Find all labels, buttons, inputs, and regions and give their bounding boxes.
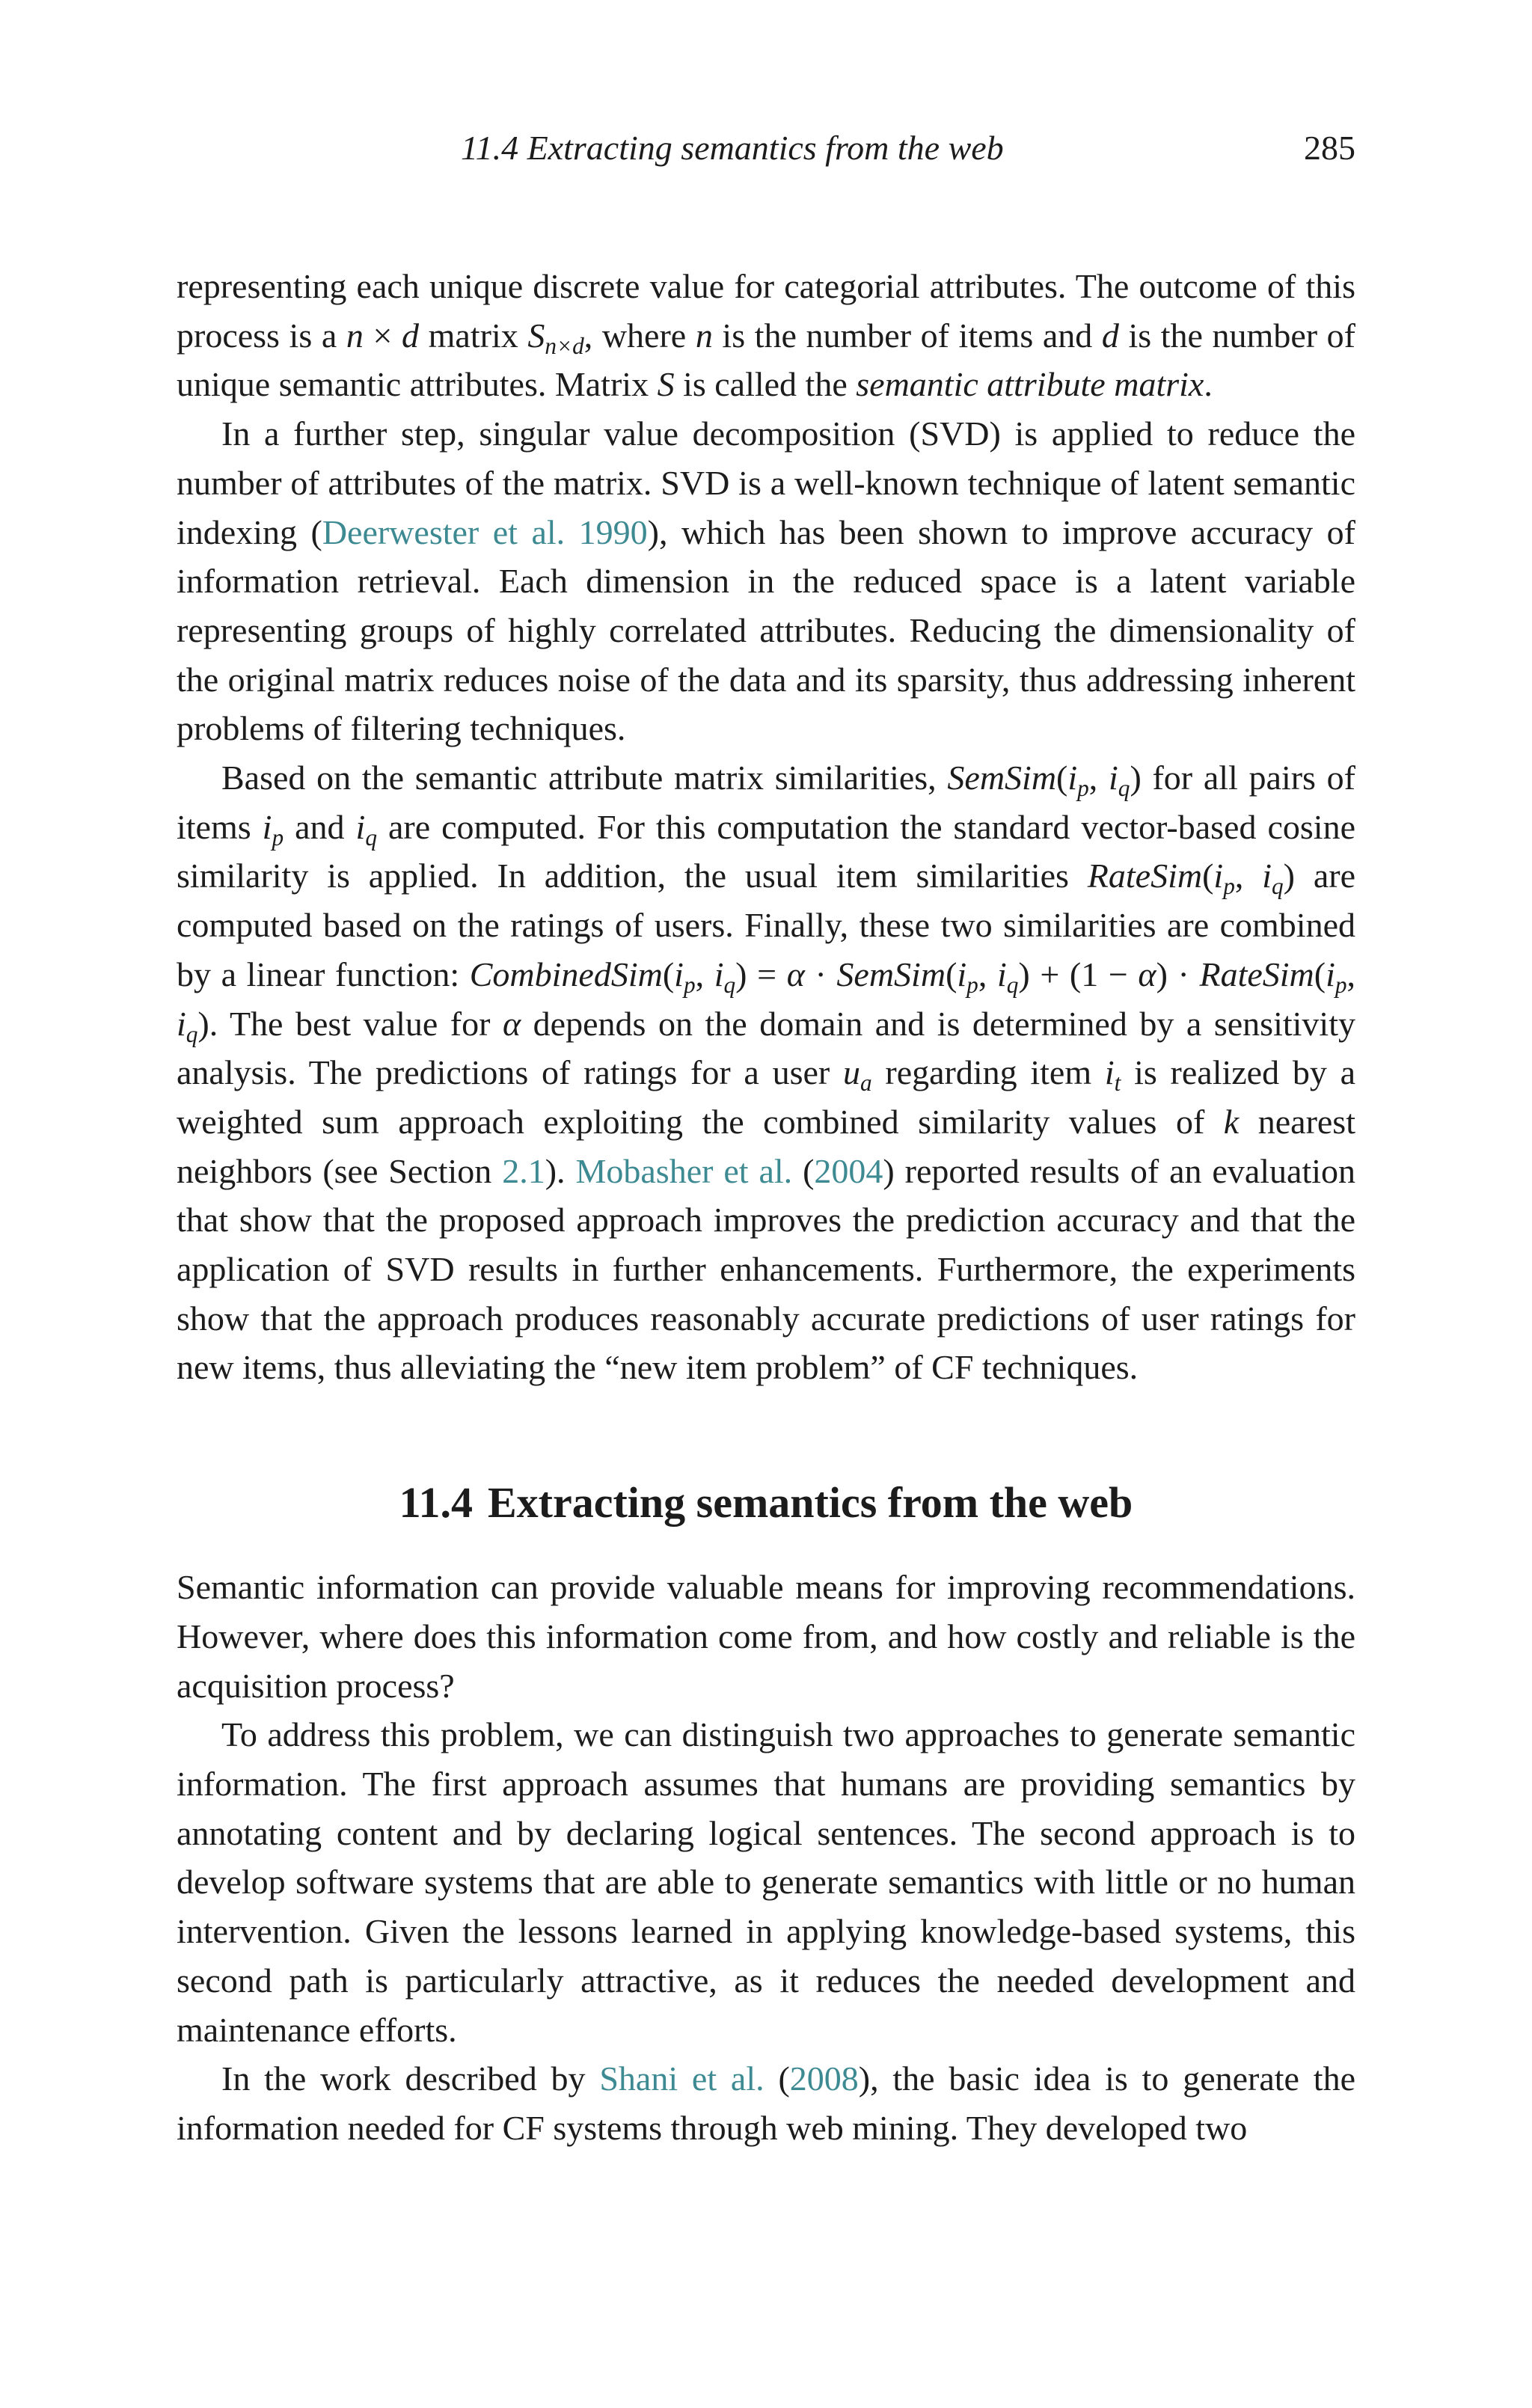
paragraph-svd: In a further step, singular value decomposition (SVD) is applied to reduce the number of attributes of the matrix. SVD is a well-known technique of latent semantic indexing (Deerwester et al. 1990), which has been shown to improve accuracy of information retrieval. Each dimension in the reduced space is a latent variable representing groups of highly correlated attributes. Reducing the dimensionality of the original matrix reduces noise of the data and its sparsity, thus addressing inherent problems of filtering techniques. [177,414,1356,748]
paragraph-web-mining: In the work described by Shani et al. (2008), the basic idea is to generate the information needed for CF systems through web mining. They developed two [177,2059,1355,2147]
section-title: Extracting semantics from the web [487,1478,1133,1528]
paragraph-semantic-matrix: representing each unique discrete value for categorial attributes. The outcome of this process is a n × d matrix $S_{n\times d}$, where n is the number of items and d is the number of unique semantic attributes. Matrix S is called the semantic attribute matrix. [177,267,1356,404]
section-link-2-1[interactable]: 2.1 [502,1151,545,1190]
running-head [177,126,1355,171]
citation-link-mobasher[interactable]: Mobasher et al. [575,1151,793,1190]
citation-link-shani[interactable]: Shani et al. [599,2059,765,2098]
emphasis-semantic-attribute-matrix: semantic attribute matrix [856,365,1204,404]
section-number: 11.4 [399,1478,473,1528]
page-number: 285 [1304,129,1355,167]
paragraph-two-approaches: To address this problem, we can distinguish two approaches to generate semantic information. The first approach assumes that humans are providing semantics by annotating content and by declaring logical sentences. The second approach is to develop software systems that are able to generate semantics with little or no human intervention. Given the lessons learned in applying knowledge-based systems, this second path is particularly attractive, as it reduces the needed development and maintenance efforts. [177,1715,1355,2049]
citation-link-mobasher-year[interactable]: 2004 [814,1151,883,1190]
paragraph-similarities: Based on the semantic attribute matrix similarities, $SemSim(i_p$, $i_q$) for all pairs of items $i_p$ and $i_q$ are computed. For this computation the standard vector-based cosine similarity is applied. In addition, the usual item similarities $RateSim(i_p$, $i_q$) are computed based on the ratings of users. Finally, these two similarities are combined by a linear function: $CombinedSim(i_p$, $i_q) = \alpha$ · $SemSim(i_p$, $i_q) + (1 - \alpha)$ · $RateSim(i_p$, $i_q$). The best value for α depends on the domain and is determined by a sensitivity analysis. The predictions of ratings for a user $u_a$ regarding item $i_t$ is realized by a weighted sum approach exploiting the combined similarity values of k nearest neighbors (see Section 2.1). Mobasher et al. (2004) reported results of an evaluation that show that the proposed approach improves the prediction accuracy and that the application of SVD results in further enhancements. Furthermore, the experiments show that the approach produces reasonably accurate predictions of user ratings for new items, thus alleviating the “new item problem” of CF techniques. [177,759,1356,1387]
paragraph-semantic-information: Semantic information can provide valuable means for improving recommendations. However, where does this information come from, and how costly and reliable is the acquisition process? [177,1568,1355,1705]
page-body [177,262,1355,2153]
running-title: 11.4 Extracting semantics from the web [461,129,1004,167]
section-heading [177,1473,1355,1533]
citation-link-shani-year[interactable]: 2008 [789,2059,859,2098]
citation-link-deerwester[interactable]: Deerwester et al. 1990 [322,512,648,551]
